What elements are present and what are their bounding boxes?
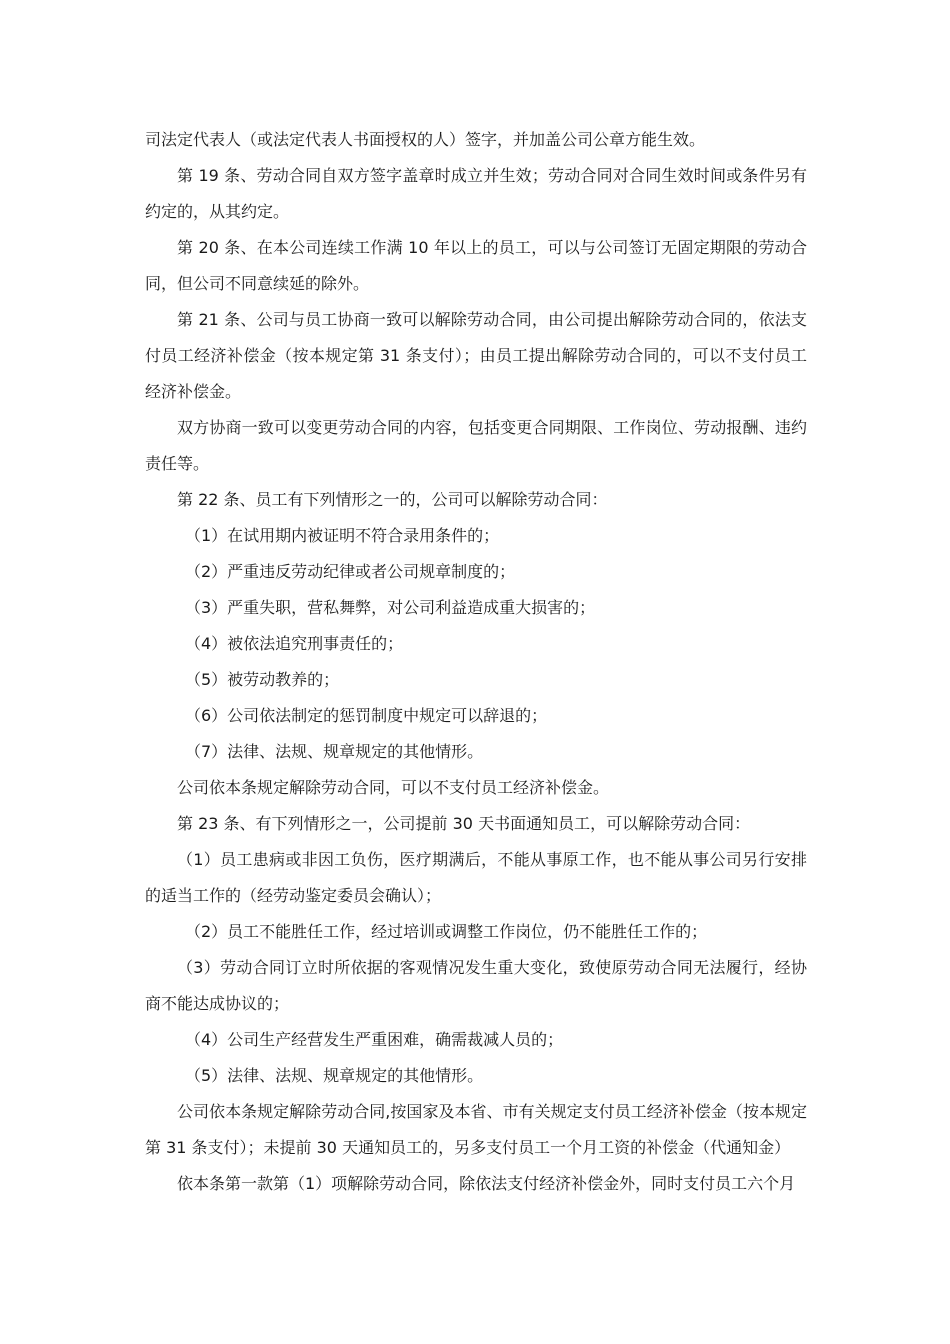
article-23-item-3: （3）劳动合同订立时所依据的客观情况发生重大变化，致使原劳动合同无法履行，经协商不能达成协议的；	[145, 958, 807, 1013]
paragraph-article-19: 第 19 条、劳动合同自双方签字盖章时成立并生效；劳动合同对合同生效时间或条件另有约定的，从其约定。	[145, 166, 807, 221]
paragraph-article-21-amendment: 双方协商一致可以变更劳动合同的内容，包括变更合同期限、工作岗位、劳动报酬、违约责任等。	[145, 418, 807, 473]
article-22-item-6: （6）公司依法制定的惩罚制度中规定可以辞退的；	[185, 706, 548, 725]
paragraph-article-23-item-1-compensation: 依本条第一款第（1）项解除劳动合同，除依法支付经济补偿金外，同时支付员工六个月	[177, 1174, 796, 1193]
article-23-item-5: （5）法律、法规、规章规定的其他情形。	[185, 1066, 484, 1085]
document-body	[145, 122, 807, 1202]
article-23-item-2: （2）员工不能胜任工作，经过培训或调整工作岗位，仍不能胜任工作的；	[185, 922, 708, 941]
article-22-item-4: （4）被依法追究刑事责任的；	[185, 634, 404, 653]
article-22-item-3: （3）严重失职，营私舞弊，对公司利益造成重大损害的；	[185, 598, 596, 617]
article-22-item-2: （2）严重违反劳动纪律或者公司规章制度的；	[185, 562, 516, 581]
article-23-item-1: （1）员工患病或非因工负伤，医疗期满后，不能从事原工作，也不能从事公司另行安排的适当工作的（经劳动鉴定委员会确认）；	[145, 850, 807, 905]
article-22-item-1: （1）在试用期内被证明不符合录用条件的；	[185, 526, 500, 545]
paragraph-article-22: 第 22 条、员工有下列情形之一的，公司可以解除劳动合同：	[177, 490, 608, 509]
paragraph-article-20: 第 20 条、在本公司连续工作满 10 年以上的员工，可以与公司签订无固定期限的劳动合同，但公司不同意续延的除外。	[145, 238, 807, 293]
paragraph-contract-signature-continued: 司法定代表人（或法定代表人书面授权的人）签字，并加盖公司公章方能生效。	[145, 130, 706, 149]
paragraph-article-22-note: 公司依本条规定解除劳动合同，可以不支付员工经济补偿金。	[177, 778, 610, 797]
article-22-item-5: （5）被劳动教养的；	[185, 670, 340, 689]
paragraph-article-21: 第 21 条、公司与员工协商一致可以解除劳动合同，由公司提出解除劳动合同的，依法支付员工经济补偿金（按本规定第 31 条支付）；由员工提出解除劳动合同的，可以不支付员工经济补偿金。	[145, 310, 807, 401]
paragraph-article-23-compensation: 公司依本条规定解除劳动合同,按国家及本省、市有关规定支付员工经济补偿金（按本规定第 31 条支付）；未提前 30 天通知员工的，另多支付员工一个月工资的补偿金（代通知金）	[145, 1102, 807, 1157]
paragraph-article-23: 第 23 条、有下列情形之一，公司提前 30 天书面通知员工，可以解除劳动合同：	[177, 814, 751, 833]
article-23-item-4: （4）公司生产经营发生严重困难，确需裁减人员的；	[185, 1030, 564, 1049]
article-22-item-7: （7）法律、法规、规章规定的其他情形。	[185, 742, 484, 761]
